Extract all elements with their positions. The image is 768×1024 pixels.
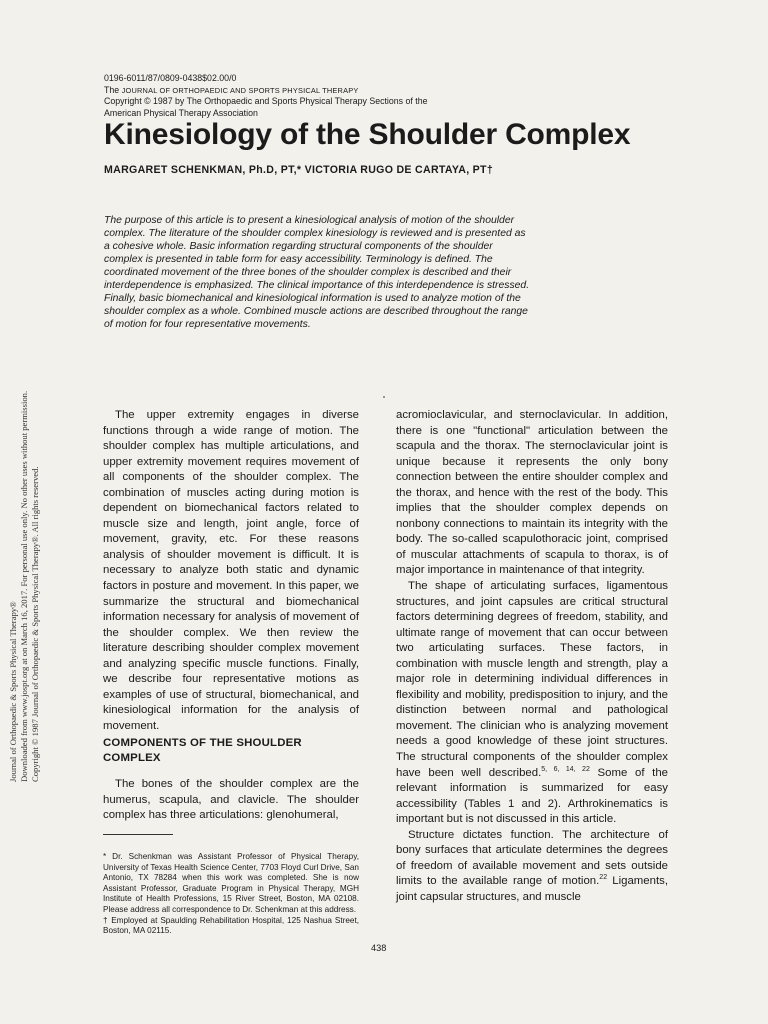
function-paragraph [396, 828, 668, 906]
article-code: 0196-6011/87/0809-0438$02.00/0 [104, 73, 237, 83]
section-heading: COMPONENTS OF THE SHOULDER COMPLEX [103, 737, 302, 764]
left-column-intro [103, 408, 359, 734]
structures-paragraph [396, 579, 668, 828]
scan-speck [383, 396, 385, 398]
article-header [104, 73, 524, 119]
footnote-author-2: † Employed at Spaulding Rehabilitation Hospital, 125 Nashua Street, Boston, MA 02115. [103, 915, 359, 936]
structures-text: The shape of articulating surfaces, ligamentous structures, and joint capsules are critical structural factors determining degrees of freedom, stability, and ultimate range of movement that can occur between two articulating surfaces. These factors, in combination with muscle length and strength, play a major role in determining individual differences in flexibility and mobility, predisposition to injury, and the distinction between normal and pathological movement. The clinician who is analyzing movement needs a good knowledge of these joint structures. The structural components of the shoulder complex have been well described. [396, 580, 668, 779]
footnote-divider [103, 834, 173, 835]
right-column [396, 408, 668, 906]
intro-paragraph: The upper extremity engages in diverse functions through a wide range of motion. The shoulder complex has multiple articulations, and upper extremity movement requires movement of all components of the shoulder complex. The combination of muscles acting during motion is dependent on biomechanical factors related to muscle size and length, joint angle, force of movement, gravity, etc. For these reasons analysis of shoulder movement is difficult. It is necessary to analyze both static and dynamic factors in posture and movement. In this paper, we summarize the structural and biomechanical information necessary for analysis of movement of the shoulder complex. We then review the literature describing shoulder complex movement and analyzing specific muscle functions. Finally, we describe four representative motions as examples of use of structural, biomechanical, and kinesiological information for the analysis of movement. [103, 409, 359, 732]
left-column-components [103, 777, 359, 824]
copyright-sidebar [8, 362, 52, 782]
articulations-paragraph: acromioclavicular, and sternoclavicular. In addition, there is one "functional" articulation between the scapula and the thorax. The sternoclavicular joint is unique because it represents the only bony connection between the entire shoulder complex and the thorax, and hence with the rest of the body. This implies that the shoulder complex depends on nonbony connections to maintain its integrity with the body. The so-called scapulothoracic joint, comprised of muscular attachments of scapula to thorax, is of major importance in maintenance of that integrity. [396, 409, 668, 577]
sidebar-journal-line: Journal of Orthopaedic & Sports Physical Therapy® [8, 601, 18, 782]
journal-name [104, 85, 524, 97]
journal-title: JOURNAL OF ORTHOPAEDIC AND SPORTS PHYSICAL THERAPY [121, 85, 359, 95]
sidebar-download-line: Downloaded from www.jospt.org at on March 16, 2017. For personal use only. No other uses without permission. [19, 390, 29, 782]
footnotes [103, 852, 359, 937]
abstract: The purpose of this article is to present a kinesiological analysis of motion of the shoulder complex. The literature of the shoulder complex kinesiology is reviewed and is presented as a cohesive whole. Basic information regarding structural components of the shoulder complex is presented in table form for easy accessibility. Terminology is defined. The coordinated movement of the three bones of the shoulder complex is described and their interdependence is emphasized. The clinical importance of this interdependence is stressed. Finally, basic biomechanical and kinesiological information is used to analyze motion of the shoulder complex as a whole. Combined muscle actions are described throughout the range of motion for four representative movements. [104, 215, 530, 330]
structures-citation: 5, 6, 14, 22 [541, 765, 590, 773]
association-line: American Physical Therapy Association [104, 107, 258, 118]
function-text: Structure dictates function. The architecture of bony surfaces that articulate determines the degrees of freedom of available movement and sets outside limits to the available range of motion. [396, 828, 668, 888]
article-title: Kinesiology of the Shoulder Complex [104, 118, 631, 151]
page-number: 438 [371, 943, 387, 953]
function-citation: 22 [599, 874, 608, 882]
footnote-author-1: * Dr. Schenkman was Assistant Professor of Physical Therapy, University of Texas Health Science Center, 7703 Floyd Curl Drive, San Antonio, TX 78284 when this work was completed. She is now Assistant Professor, Graduate Program in Physical Therapy, MGH Institute of Health Professions, 15 River Street, Boston, MA 02108. Please address all correspondence to Dr. Schenkman at this address. [103, 852, 359, 914]
copyright-line: Copyright © 1987 by The Orthopaedic and Sports Physical Therapy Sections of the [104, 96, 428, 106]
function-text-cont: Ligaments, joint capsular structures, and muscle [396, 875, 668, 903]
journal-the: The [104, 84, 120, 95]
article-authors: MARGARET SCHENKMAN, Ph.D, PT,* VICTORIA RUGO DE CARTAYA, PT† [104, 164, 494, 176]
sidebar-copyright-line: Copyright © 1987 Journal of Orthopaedic & Sports Physical Therapy®. All rights reserved. [30, 466, 40, 782]
components-paragraph: The bones of the shoulder complex are the humerus, scapula, and clavicle. The shoulder complex has three articulations: glenohumeral, [103, 778, 359, 822]
structures-text-cont: Some of the relevant information is summarized for easy accessibility (Tables 1 and 2). Arthrokinematics is important but is not discussed in this article. [396, 766, 668, 826]
